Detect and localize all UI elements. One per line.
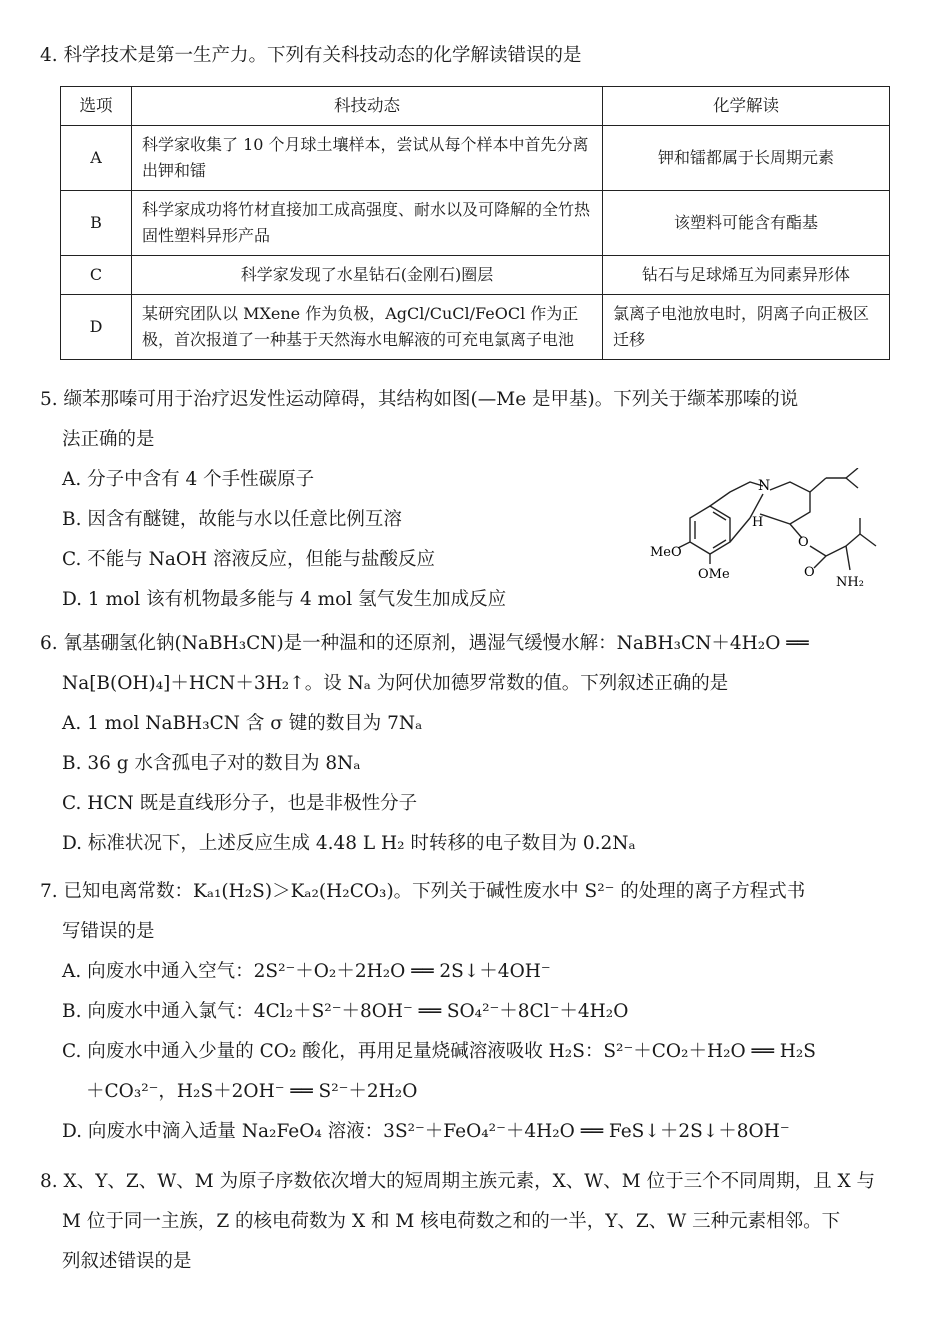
atom-n-label: N — [758, 478, 771, 494]
methoxy-label-bottom: OMe — [698, 567, 730, 582]
question-6-stem-line1: 6. 氰基硼氢化钠(NaBH₃CN)是一种温和的还原剂，遇湿气缓慢水解：NaBH₃CN＋4H₂O ══ — [40, 633, 809, 654]
header-option: 选项 — [61, 87, 132, 126]
row-news: 科学家成功将竹材直接加工成高强度、耐水以及可降解的全竹热固性塑料异形产品 — [132, 191, 603, 256]
question-4-stem: 4. 科学技术是第一生产力。下列有关科技动态的化学解读错误的是 — [40, 45, 582, 66]
question-6 — [40, 624, 900, 864]
question-5-stem-line1: 5. 缬苯那嗪可用于治疗迟发性运动障碍，其结构如图(—Me 是甲基)。下列关于缬苯那嗪的说 — [40, 389, 799, 410]
question-7-stem-line2: 写错误的是 — [62, 921, 155, 942]
row-option: B — [61, 191, 132, 256]
benzene-ring — [690, 506, 730, 554]
row-option: A — [61, 126, 132, 191]
amine-label: NH₂ — [836, 575, 864, 590]
question-6-option-b: B. 36 g 水含孤电子对的数目为 8Nₐ — [62, 753, 361, 774]
row-interpretation: 钻石与足球烯互为同素异形体 — [603, 256, 890, 295]
table-row — [61, 126, 890, 191]
question-5-option-b: B. 因含有醚键，故能与水以任意比例互溶 — [62, 509, 402, 530]
atom-o-label: O — [798, 535, 809, 550]
question-7-option-b: B. 向废水中通入氯气：4Cl₂＋S²⁻＋8OH⁻ ══ SO₄²⁻＋8Cl⁻＋4H₂O — [62, 1001, 629, 1022]
row-option: C — [61, 256, 132, 295]
question-5-option-d: D. 1 mol 该有机物最多能与 4 mol 氢气发生加成反应 — [62, 589, 507, 610]
question-5-option-a: A. 分子中含有 4 个手性碳原子 — [62, 469, 315, 490]
question-6-option-c: C. HCN 既是直线形分子，也是非极性分子 — [62, 793, 418, 814]
question-8 — [40, 1162, 900, 1282]
row-interpretation: 该塑料可能含有酯基 — [603, 191, 890, 256]
question-8-stem-line2: M 位于同一主族，Z 的核电荷数为 X 和 M 核电荷数之和的一半，Y、Z、W 三种元素相邻。下 — [62, 1211, 841, 1232]
question-8-stem-line1: 8. X、Y、Z、W、M 为原子序数依次增大的短周期主族元素，X、W、M 位于三个不同周期，且 X 与 — [40, 1171, 876, 1192]
row-option: D — [61, 295, 132, 360]
row-interpretation: 氯离子电池放电时，阴离子向正极区迁移 — [603, 295, 890, 360]
table-row — [61, 256, 890, 295]
question-5-option-c: C. 不能与 NaOH 溶液反应，但能与盐酸反应 — [62, 549, 436, 570]
question-6-option-a: A. 1 mol NaBH₃CN 含 σ 键的数目为 7Nₐ — [62, 713, 423, 734]
question-6-stem-line2: Na[B(OH)₄]＋HCN＋3H₂↑。设 Nₐ 为阿伏加德罗常数的值。下列叙述正确的是 — [62, 673, 729, 694]
row-news: 某研究团队以 MXene 作为负极，AgCl/CuCl/FeOCl 作为正极，首次报道了一种基于天然海水电解液的可充电氯离子电池 — [132, 295, 603, 360]
question-7-option-d: D. 向废水中滴入适量 Na₂FeO₄ 溶液：3S²⁻＋FeO₄²⁻＋4H₂O ══ FeS↓＋2S↓＋8OH⁻ — [62, 1121, 790, 1142]
question-7 — [40, 872, 900, 1152]
row-interpretation: 钾和镭都属于长周期元素 — [603, 126, 890, 191]
methoxy-label-left: MeO — [650, 545, 682, 560]
table-row — [61, 295, 890, 360]
row-news: 科学家发现了水星钻石(金刚石)圈层 — [132, 256, 603, 295]
question-7-option-c-line1: C. 向废水中通入少量的 CO₂ 酸化，再用足量烧碱溶液吸收 H₂S：S²⁻＋CO₂＋H₂O ══ H₂S — [62, 1041, 816, 1062]
atom-h-label: H — [752, 515, 764, 530]
header-interpretation: 化学解读 — [603, 87, 890, 126]
carbonyl-o-label: O — [804, 565, 815, 580]
question-7-stem-line1: 7. 已知电离常数：Kₐ₁(H₂S)＞Kₐ₂(H₂CO₃)。下列关于碱性废水中 S²⁻ 的处理的离子方程式书 — [40, 881, 806, 902]
question-8-stem-line3: 列叙述错误的是 — [62, 1251, 192, 1272]
row-news: 科学家收集了 10 个月球土壤样本，尝试从每个样本中首先分离出钾和镭 — [132, 126, 603, 191]
question-7-option-a: A. 向废水中通入空气：2S²⁻＋O₂＋2H₂O ══ 2S↓＋4OH⁻ — [62, 961, 551, 982]
table-row — [61, 191, 890, 256]
ring-b — [710, 482, 763, 506]
question-5-stem-line2: 法正确的是 — [62, 429, 155, 450]
valbenazine-structure — [650, 468, 890, 598]
question-6-option-d: D. 标准状况下，上述反应生成 4.48 L H₂ 时转移的电子数目为 0.2Nₐ — [62, 833, 636, 854]
question-7-option-c-line2: ＋CO₃²⁻，H₂S＋2OH⁻ ══ S²⁻＋2H₂O — [86, 1081, 418, 1102]
question-4-table — [60, 86, 890, 360]
table-header-row — [61, 87, 890, 126]
header-news: 科技动态 — [132, 87, 603, 126]
